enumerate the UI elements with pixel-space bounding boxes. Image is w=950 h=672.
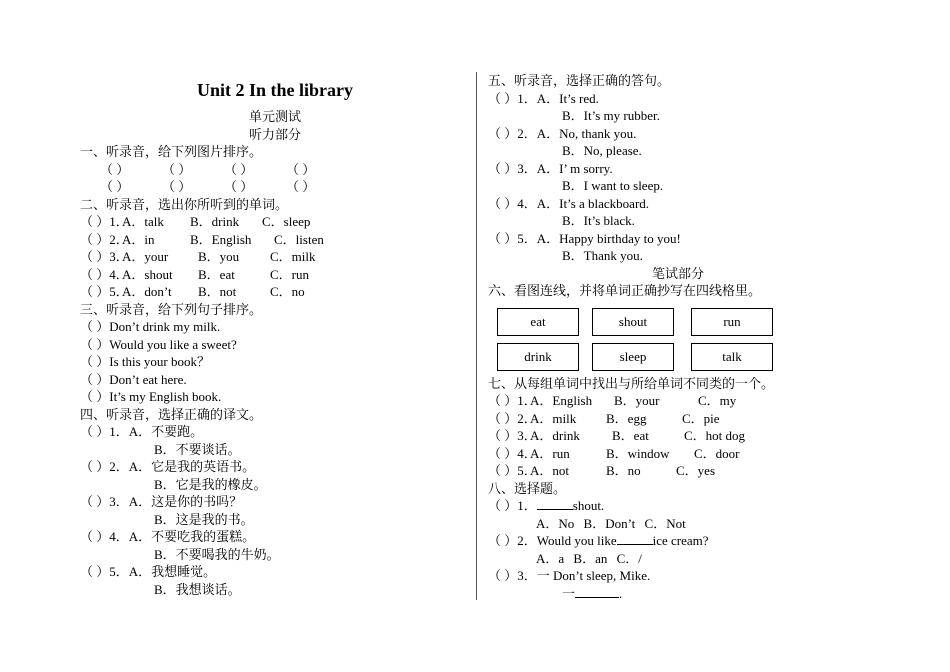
choice-options: A．No B．Don’t C．Not — [536, 515, 686, 531]
option-c: C．my — [698, 393, 737, 408]
response-option-a[interactable]: （ ）4．A．It’s a blackboard. — [488, 195, 650, 211]
option-a: A．don’t — [122, 284, 172, 299]
section6-heading: 六、看图连线，并将单词正确抄写在四线格里。 — [488, 283, 762, 298]
question-item — [80, 248, 470, 266]
word-box-sleep[interactable]: sleep — [592, 343, 674, 371]
option-c: C．sleep — [262, 214, 311, 229]
question-text: shout. — [572, 498, 605, 513]
subtitle: 单元测试 — [248, 109, 301, 124]
sentence-item[interactable]: （ ）Would you like a sweet? — [80, 336, 237, 352]
translation-option-b: B．它是我的橡皮。 — [154, 476, 267, 492]
option-a: A．in — [122, 231, 155, 247]
written-label: 笔试部分 — [651, 265, 704, 281]
question-number[interactable]: （ ）3． — [488, 428, 537, 443]
option-a: A．shout — [122, 266, 173, 282]
question-item — [80, 283, 470, 301]
question-number[interactable]: （ ）2． — [488, 410, 537, 426]
sentence-item[interactable]: （ ）Is this your book？ — [80, 354, 211, 369]
dash-mark: 一 — [562, 585, 576, 601]
option-c: C．door — [694, 445, 740, 461]
response-option-a[interactable]: （ ）5．A．Happy birthday to you! — [488, 230, 681, 246]
question-number[interactable]: （ ）1． — [488, 393, 537, 408]
option-b: B．drink — [190, 214, 240, 229]
sentence-item[interactable]: （ ）It’s my English book. — [80, 389, 222, 404]
response-option-b: B．It’s my rubber. — [562, 108, 660, 123]
option-b: B．eat — [612, 428, 649, 443]
question-item — [488, 410, 928, 428]
response-option-b: B．I want to sleep. — [562, 178, 664, 193]
option-b: B．window — [606, 445, 670, 461]
question-number[interactable]: （ ）1． — [488, 498, 537, 513]
word-box-talk[interactable]: talk — [691, 343, 773, 371]
question-text: ice cream? — [652, 533, 709, 548]
left-column — [80, 72, 470, 598]
option-c: C．hot dog — [684, 428, 746, 443]
translation-option-a[interactable]: （ ）1．A．不要跑。 — [80, 424, 204, 439]
question-text[interactable]: （ ）2．Would you like — [488, 533, 617, 548]
answer-bracket[interactable]: （ ） — [286, 161, 316, 177]
choice-question — [488, 497, 928, 515]
question-number[interactable]: （ ）4． — [488, 445, 537, 461]
listening-label: 听力部分 — [248, 126, 301, 142]
translation-option-a[interactable]: （ ）4．A．不要吃我的蛋糕。 — [80, 529, 256, 544]
question-number[interactable]: （ ）3． — [80, 249, 129, 264]
translation-option-b: B．不要喝我的牛奶。 — [154, 546, 280, 562]
option-a: A．your — [122, 249, 169, 264]
option-b: B．no — [606, 463, 641, 478]
response-option-a[interactable]: （ ）1．A．It’s red. — [488, 90, 599, 106]
answer-blank[interactable] — [537, 497, 573, 510]
option-b: B．you — [198, 249, 240, 264]
title-spacer — [80, 72, 470, 108]
response-option-b: B．Thank you. — [562, 248, 643, 263]
question-number[interactable]: （ ）5． — [80, 284, 129, 299]
response-option-a[interactable]: （ ）3．A．I’ m sorry. — [488, 160, 613, 176]
question-number[interactable]: （ ）1． — [80, 214, 129, 229]
option-a: A．run — [530, 445, 570, 461]
question-item — [80, 266, 470, 284]
option-b: B．egg — [606, 410, 647, 426]
question-number[interactable]: （ ）4． — [80, 266, 129, 282]
translation-option-a[interactable]: （ ）5．A．我想睡觉。 — [80, 564, 217, 579]
answer-bracket[interactable]: （ ） — [162, 161, 192, 177]
question-item — [488, 427, 928, 445]
option-a: A．English — [530, 393, 593, 408]
question-number[interactable]: （ ）2． — [80, 231, 129, 247]
translation-option-a[interactable]: （ ）2．A．它是我的英语书。 — [80, 459, 256, 474]
option-c: C．no — [270, 284, 305, 299]
option-c: C．pie — [682, 410, 720, 426]
picture-order-row — [80, 161, 470, 179]
choice-options: A．a B．an C．/ — [536, 550, 642, 566]
section4-heading: 四、听录音，选择正确的译文。 — [80, 406, 263, 422]
question-item — [488, 462, 928, 480]
answer-bracket[interactable]: （ ） — [100, 161, 130, 177]
answer-bracket[interactable]: （ ） — [162, 179, 192, 194]
option-c: C．listen — [274, 231, 324, 247]
option-a: A．talk — [122, 214, 164, 229]
option-b: B．your — [614, 393, 660, 408]
option-c: C．milk — [270, 249, 316, 264]
response-option-b: B．It’s black. — [562, 213, 635, 228]
answer-blank[interactable] — [575, 585, 619, 598]
section2-heading: 二、听录音，选出你所听到的单词。 — [80, 196, 289, 212]
answer-bracket[interactable]: （ ） — [224, 161, 254, 177]
page-title: Unit 2 In the library — [196, 80, 353, 100]
option-a: A．milk — [530, 410, 577, 426]
translation-option-a[interactable]: （ ）3．A．这是你的书吗？ — [80, 494, 243, 509]
translation-option-b: B．不要谈话。 — [154, 441, 241, 457]
option-b: B．eat — [198, 266, 235, 282]
word-box-run[interactable]: run — [691, 308, 773, 336]
section1-heading: 一、听录音，给下列图片排序。 — [80, 144, 263, 159]
response-option-b: B．No, please. — [562, 143, 642, 158]
sentence-item[interactable]: （ ）Don’t eat here. — [80, 371, 187, 387]
question-item — [488, 445, 928, 463]
question-item — [80, 213, 470, 231]
choice-question[interactable]: （ ）3．一 Don’t sleep, Mike. — [488, 568, 651, 583]
option-a: A．drink — [530, 428, 580, 443]
choice-question — [488, 532, 928, 550]
question-number[interactable]: （ ）5． — [488, 463, 537, 478]
sentence-item[interactable]: （ ）Don’t drink my milk. — [80, 319, 221, 334]
question-item — [488, 392, 928, 410]
question-item — [80, 231, 470, 249]
option-c: C．run — [270, 266, 310, 282]
response-option-a[interactable]: （ ）2．A．No, thank you. — [488, 125, 637, 141]
section7-heading: 七、从每组单词中找出与所给单词不同类的一个。 — [488, 375, 775, 391]
word-box-shout[interactable]: shout — [592, 308, 674, 336]
option-b: B．English — [190, 231, 252, 247]
word-box-grid — [488, 302, 928, 372]
answer-bracket[interactable]: （ ） — [224, 179, 254, 194]
picture-order-row — [80, 178, 470, 196]
answer-blank[interactable] — [617, 532, 653, 545]
section8-heading: 八、选择题。 — [488, 480, 567, 496]
option-b: B．not — [198, 284, 237, 299]
option-a: A．not — [530, 463, 570, 478]
word-box-drink[interactable]: drink — [497, 343, 579, 371]
translation-option-b: B．这是我的书。 — [154, 511, 254, 527]
column-divider — [476, 72, 477, 600]
answer-bracket[interactable]: （ ） — [286, 179, 316, 194]
option-c: C．yes — [676, 463, 716, 478]
word-box-eat[interactable]: eat — [497, 308, 579, 336]
right-column — [488, 72, 928, 602]
answer-bracket[interactable]: （ ） — [100, 179, 130, 194]
section5-heading: 五、听录音，选择正确的答句。 — [488, 73, 671, 88]
translation-option-b: B．我想谈话。 — [154, 581, 241, 597]
period-mark: . — [619, 585, 623, 601]
answer-line — [488, 585, 928, 603]
section3-heading: 三、听录音，给下列句子排序。 — [80, 301, 263, 317]
